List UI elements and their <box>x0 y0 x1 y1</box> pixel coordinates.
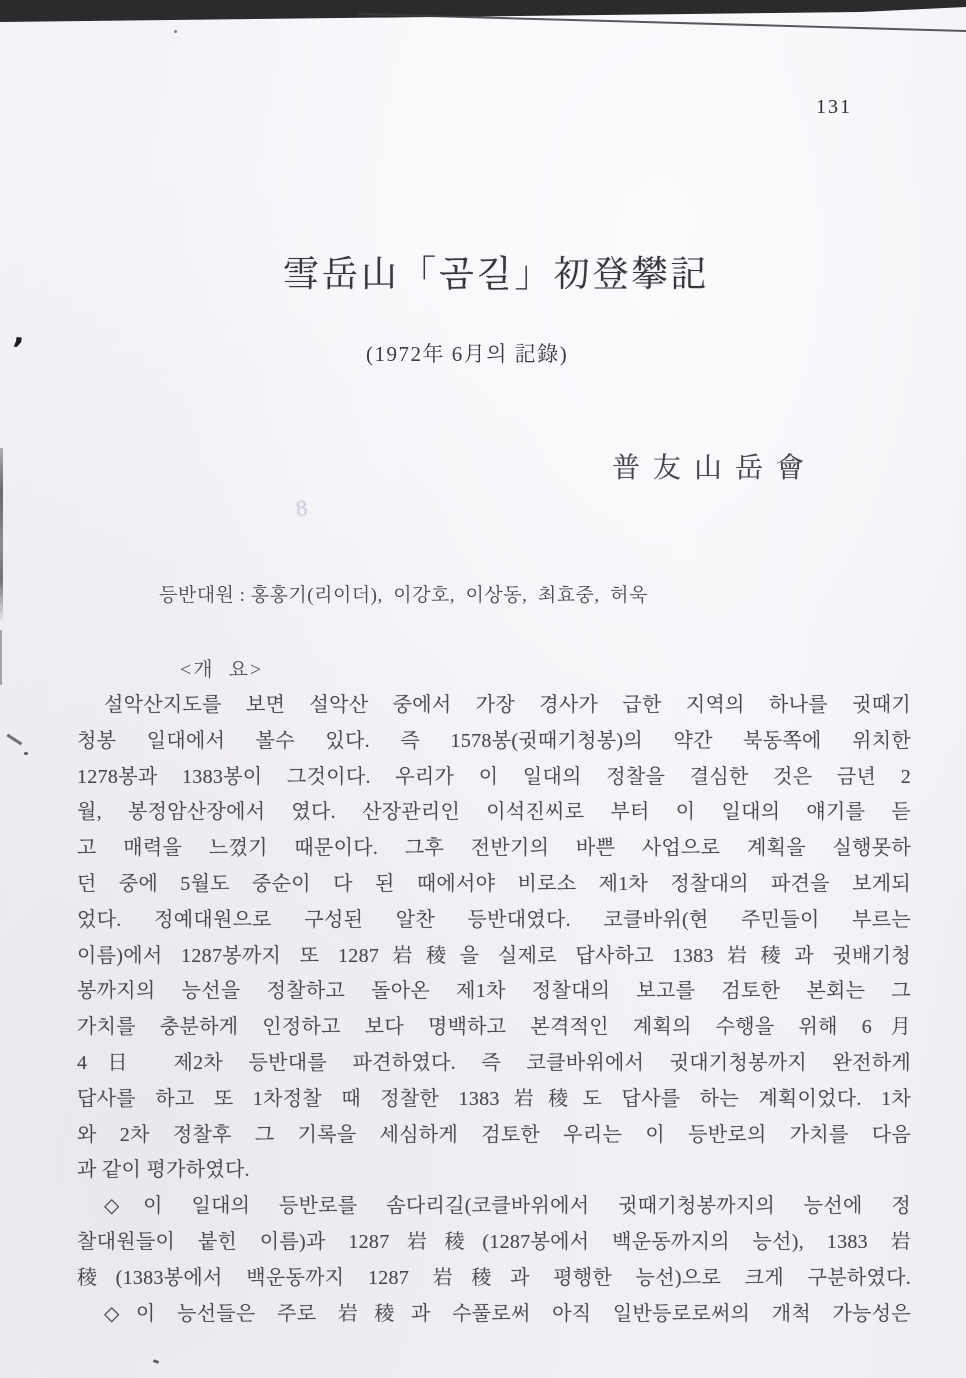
body-line: 던 중에 5월도 중순이 다 된 때에서야 비로소 제1차 정찰대의 파견을 보게되 <box>77 872 911 895</box>
body-line: 4日 제2차 등반대를 파견하였다. 즉 코클바위에서 귓대기청봉까지 완전하게 <box>77 1051 911 1074</box>
body-line: 이름)에서 1287봉까지 또 1287岩稜을 실제로 답사하고 1383岩稜과 귓배기청 <box>77 944 911 967</box>
body-line: 월, 봉정암산장에서 였다. 산장관리인 이석진씨로 부터 이 일대의 얘기를 듣 <box>77 801 911 824</box>
page-number: 131 <box>816 96 852 118</box>
scanner-edge-line <box>358 13 966 32</box>
body-line: 답사를 하고 또 1차정찰 때 정찰한 1383岩稜도 답사를 하는 계획이었다. 1차 <box>77 1087 911 1110</box>
scan-ink-mark: , <box>11 315 28 352</box>
scanner-edge-band <box>0 0 966 26</box>
document-subtitle: (1972年 6月의 記錄) <box>366 342 569 366</box>
scan-edge-smudge <box>0 630 2 685</box>
body-line: ◇이 능선들은 주로 岩稜과 수풀로써 아직 일반등로로써의 개척 가능성은 <box>104 1302 911 1325</box>
body-line: 과 같이 평가하였다. <box>77 1159 250 1182</box>
club-name: 普友山岳會 <box>612 453 818 484</box>
scan-bottom-mark <box>153 1359 160 1364</box>
body-line: 가치를 충분하게 인정하고 보다 명백하고 본격적인 계획의 수행을 위해 6月 <box>77 1016 911 1039</box>
body-line: ◇이 일대의 등반로를 솜다리길(코클바위에서 귓때기청봉까지의 능선에 정 <box>104 1195 911 1218</box>
body-text <box>77 688 911 1332</box>
body-line: 었다. 정예대원으로 구성된 알찬 등반대였다. 코클바위(현 주민들이 부르는 <box>77 908 911 931</box>
body-line: 고 매력을 느꼈기 때문이다. 그후 전반기의 바쁜 사업으로 계획을 실행못하 <box>77 837 911 860</box>
body-line: 봉까지의 능선을 정찰하고 돌아온 제1차 정찰대의 보고를 검토한 본회는 그 <box>77 980 911 1003</box>
scan-speck <box>174 30 177 33</box>
body-line: 설악산지도를 보면 설악산 중에서 가장 경사가 급한 지역의 하나를 귓때기 <box>104 694 911 716</box>
document-title: 雪岳山「곰길」初登攀記 <box>283 254 710 294</box>
members-line: 등반대원 : 홍홍기(리이더), 이강호, 이상동, 최효중, 허욱 <box>159 585 648 606</box>
scan-pencil-dot <box>24 752 28 755</box>
scan-edge-smudge <box>0 448 3 623</box>
scan-faint-digit: 8 <box>294 495 309 522</box>
body-line: 청봉 일대에서 볼수 있다. 즉 1578봉(귓때기청봉)의 약간 북동쪽에 위치한 <box>77 729 911 752</box>
body-line: 1278봉과 1383봉이 그것이다. 우리가 이 일대의 정찰을 결심한 것은 금년 2 <box>77 765 911 788</box>
scan-pencil-mark <box>7 734 23 745</box>
section-heading-overview: <개 요> <box>180 659 264 681</box>
body-line: 찰대원들이 붙힌 이름)과 1287岩稜(1287봉에서 백운동까지의 능선), 1383 岩 <box>77 1230 911 1253</box>
body-line: 와 2차 정찰후 그 기록을 세심하게 검토한 우리는 이 등반로의 가치를 다음 <box>77 1123 911 1146</box>
body-line: 稜(1383봉에서 백운동까지 1287 岩稜과 평행한 능선)으로 크게 구분하였다. <box>77 1266 911 1289</box>
